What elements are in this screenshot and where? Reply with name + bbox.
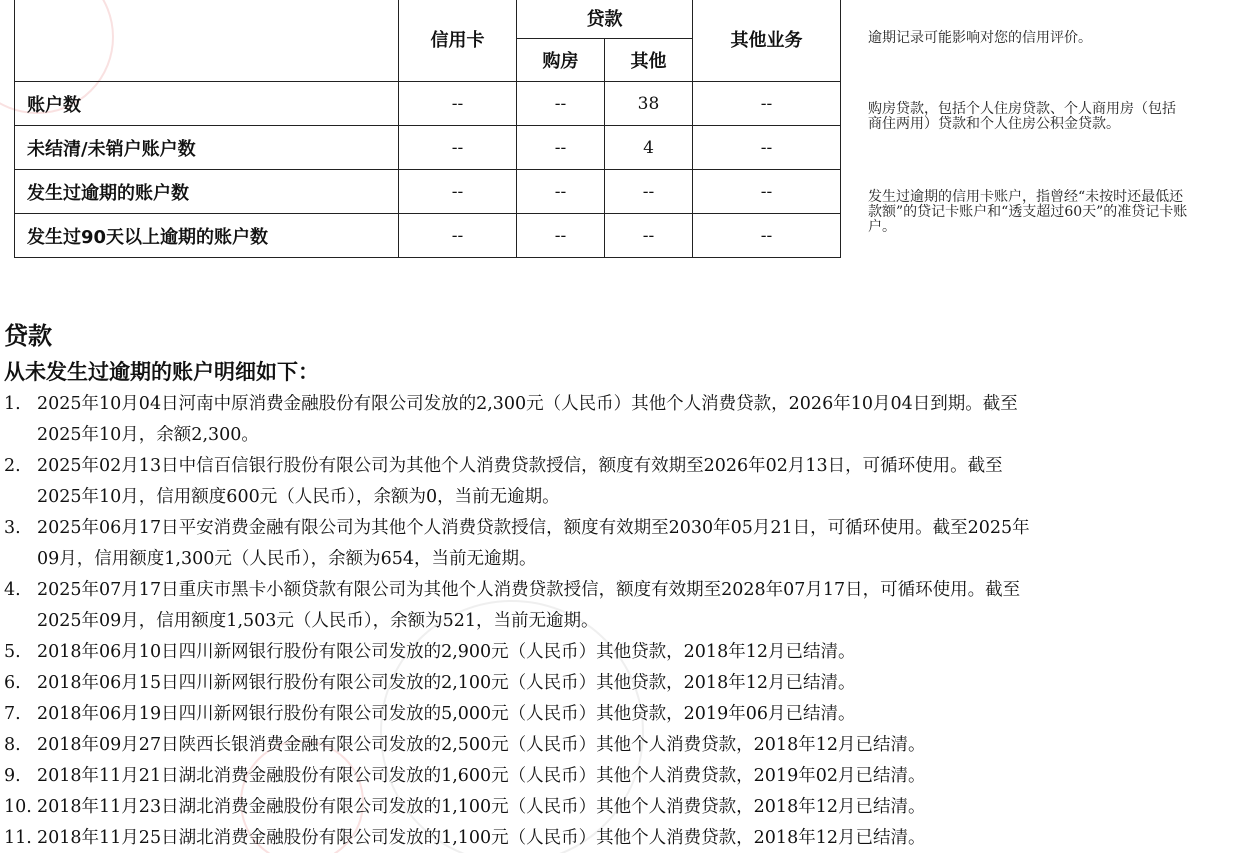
- item-number: 7.: [4, 704, 21, 724]
- item-text: 2018年06月19日四川新网银行股份有限公司发放的5,000元（人民币）其他贷款，2019年06月已结清。: [37, 704, 856, 724]
- cell-other-business: --: [693, 82, 841, 126]
- list-item: [0, 792, 1200, 823]
- note-overdue-credit-card: 发生过逾期的信用卡账户，指曾经“未按时还最低还款额”的贷记卡账户和“透支超过60天”的准贷记卡账户。: [868, 189, 1188, 235]
- item-text-continued: 2025年10月，余额2,300。: [37, 425, 259, 445]
- list-item: [0, 451, 1200, 513]
- note-overdue: 逾期记录可能影响对您的信用评价。: [868, 30, 1092, 46]
- cell-credit-card: --: [399, 170, 517, 214]
- header-credit-card: 信用卡: [399, 0, 517, 82]
- header-housing: 购房: [517, 39, 605, 82]
- item-number: 1.: [4, 394, 21, 414]
- table-row: [15, 214, 841, 258]
- item-number: 8.: [4, 735, 21, 755]
- row-label: 发生过90天以上逾期的账户数: [15, 214, 399, 258]
- cell-other: --: [605, 214, 693, 258]
- list-item: [0, 575, 1200, 637]
- item-text: 2018年11月25日湖北消费金融股份有限公司发放的1,100元（人民币）其他个人消费贷款，2018年12月已结清。: [37, 828, 926, 848]
- header-other: 其他: [605, 39, 693, 82]
- item-text-continued: 2025年10月，信用额度600元（人民币），余额为0，当前无逾期。: [37, 487, 560, 507]
- list-item: [0, 761, 1200, 792]
- table-row: [15, 82, 841, 126]
- item-number: 11.: [4, 828, 32, 848]
- cell-housing: --: [517, 126, 605, 170]
- header-other-business: 其他业务: [693, 0, 841, 82]
- row-label: 账户数: [15, 82, 399, 126]
- cell-other: 38: [605, 82, 693, 126]
- item-text: 2018年06月10日四川新网银行股份有限公司发放的2,900元（人民币）其他贷款，2018年12月已结清。: [37, 642, 856, 662]
- loan-detail-list: [0, 389, 1200, 854]
- cell-housing: --: [517, 214, 605, 258]
- table-row: [15, 126, 841, 170]
- cell-other-business: --: [693, 214, 841, 258]
- item-text-continued: 2025年09月，信用额度1,503元（人民币），余额为521，当前无逾期。: [37, 611, 599, 631]
- cell-credit-card: --: [399, 214, 517, 258]
- cell-other-business: --: [693, 170, 841, 214]
- item-number: 9.: [4, 766, 21, 786]
- list-item: [0, 389, 1200, 451]
- table-row: [15, 170, 841, 214]
- cell-other: 4: [605, 126, 693, 170]
- item-number: 3.: [4, 518, 21, 538]
- list-item: [0, 668, 1200, 699]
- list-item: [0, 637, 1200, 668]
- item-number: 4.: [4, 580, 21, 600]
- item-number: 6.: [4, 673, 21, 693]
- cell-housing: --: [517, 170, 605, 214]
- item-text: 2025年07月17日重庆市黑卡小额贷款有限公司为其他个人消费贷款授信，额度有效期至2028年07月17日，可循环使用。截至: [37, 580, 1021, 600]
- section-subtitle: 从未发生过逾期的账户明细如下：: [4, 360, 319, 384]
- item-text: 2025年06月17日平安消费金融有限公司为其他个人消费贷款授信，额度有效期至2030年05月21日，可循环使用。截至2025年: [37, 518, 1030, 538]
- note-housing-loan: 购房贷款，包括个人住房贷款、个人商用房（包括商住两用）贷款和个人住房公积金贷款。: [868, 101, 1176, 132]
- item-number: 10.: [4, 797, 32, 817]
- list-item: [0, 823, 1200, 854]
- section-title: 贷款: [4, 322, 52, 350]
- list-item: [0, 513, 1200, 575]
- item-text: 2025年10月04日河南中原消费金融股份有限公司发放的2,300元（人民币）其他个人消费贷款，2026年10月04日到期。截至: [37, 394, 1018, 414]
- item-number: 2.: [4, 456, 21, 476]
- list-item: [0, 730, 1200, 761]
- summary-table: [14, 0, 841, 258]
- corner-cell: [15, 0, 399, 82]
- cell-credit-card: --: [399, 126, 517, 170]
- item-number: 5.: [4, 642, 21, 662]
- header-loan: 贷款: [517, 0, 693, 39]
- cell-other: --: [605, 170, 693, 214]
- item-text: 2025年02月13日中信百信银行股份有限公司为其他个人消费贷款授信，额度有效期至2026年02月13日，可循环使用。截至: [37, 456, 1003, 476]
- item-text: 2018年09月27日陕西长银消费金融有限公司发放的2,500元（人民币）其他个人消费贷款，2018年12月已结清。: [37, 735, 926, 755]
- cell-housing: --: [517, 82, 605, 126]
- cell-credit-card: --: [399, 82, 517, 126]
- item-text-continued: 09月，信用额度1,300元（人民币），余额为654，当前无逾期。: [37, 549, 537, 569]
- cell-other-business: --: [693, 126, 841, 170]
- list-item: [0, 699, 1200, 730]
- row-label: 未结清/未销户账户数: [15, 126, 399, 170]
- row-label: 发生过逾期的账户数: [15, 170, 399, 214]
- item-text: 2018年11月21日湖北消费金融股份有限公司发放的1,600元（人民币）其他个人消费贷款，2019年02月已结清。: [37, 766, 926, 786]
- item-text: 2018年11月23日湖北消费金融股份有限公司发放的1,100元（人民币）其他个人消费贷款，2018年12月已结清。: [37, 797, 926, 817]
- item-text: 2018年06月15日四川新网银行股份有限公司发放的2,100元（人民币）其他贷款，2018年12月已结清。: [37, 673, 856, 693]
